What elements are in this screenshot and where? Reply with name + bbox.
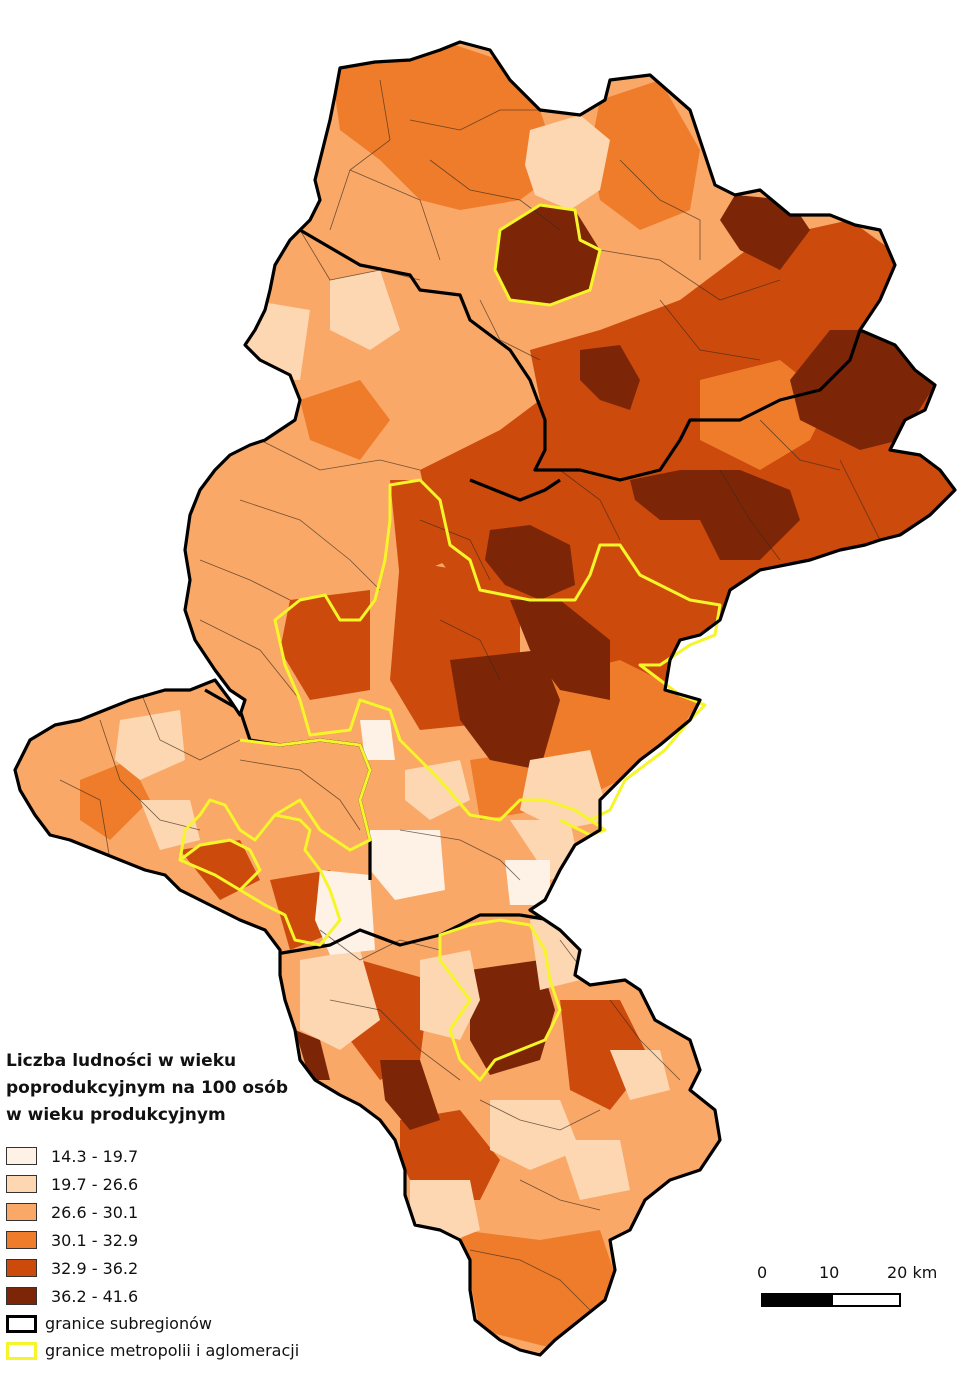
legend-swatch	[6, 1287, 37, 1305]
legend-title-line-1: Liczba ludności w wieku	[6, 1051, 237, 1071]
scale-bar	[757, 1263, 947, 1313]
legend-title	[6, 1048, 346, 1129]
scale-segment-black	[761, 1293, 831, 1307]
legend-line-subregion	[6, 1310, 346, 1337]
legend-class-label: 30.1 - 32.9	[51, 1230, 139, 1250]
legend-class-2	[6, 1170, 346, 1198]
legend-class-label: 36.2 - 41.6	[51, 1286, 139, 1306]
legend-class-1	[6, 1142, 346, 1170]
legend-swatch	[6, 1203, 37, 1221]
scale-label-10: 10	[819, 1263, 840, 1282]
legend-title-line-2: poprodukcyjnym na 100 osób	[6, 1078, 289, 1098]
legend-class-6	[6, 1282, 346, 1310]
legend-swatch	[6, 1259, 37, 1277]
legend-swatch	[6, 1175, 37, 1193]
legend-class-3	[6, 1198, 346, 1226]
legend-class-label: 19.7 - 26.6	[51, 1174, 139, 1194]
legend-swatch	[6, 1147, 37, 1165]
legend-class-label: 32.9 - 36.2	[51, 1258, 139, 1278]
legend-class-label: 14.3 - 19.7	[51, 1146, 139, 1166]
legend-line-swatch	[6, 1315, 37, 1333]
scale-segment-white	[831, 1293, 901, 1307]
legend-class-4	[6, 1226, 346, 1254]
legend-title-line-3: w wieku produkcyjnym	[6, 1105, 226, 1125]
legend	[6, 1048, 346, 1364]
legend-line-label: granice subregionów	[45, 1314, 212, 1333]
legend-swatch	[6, 1231, 37, 1249]
legend-classes	[6, 1142, 346, 1364]
legend-line-metro	[6, 1337, 346, 1364]
legend-class-label: 26.6 - 30.1	[51, 1202, 139, 1222]
legend-class-5	[6, 1254, 346, 1282]
legend-line-swatch	[6, 1342, 37, 1360]
scale-label-20: 20 km	[887, 1263, 938, 1282]
scale-label-0: 0	[757, 1263, 768, 1282]
legend-line-label: granice metropolii i aglomeracji	[45, 1341, 300, 1360]
